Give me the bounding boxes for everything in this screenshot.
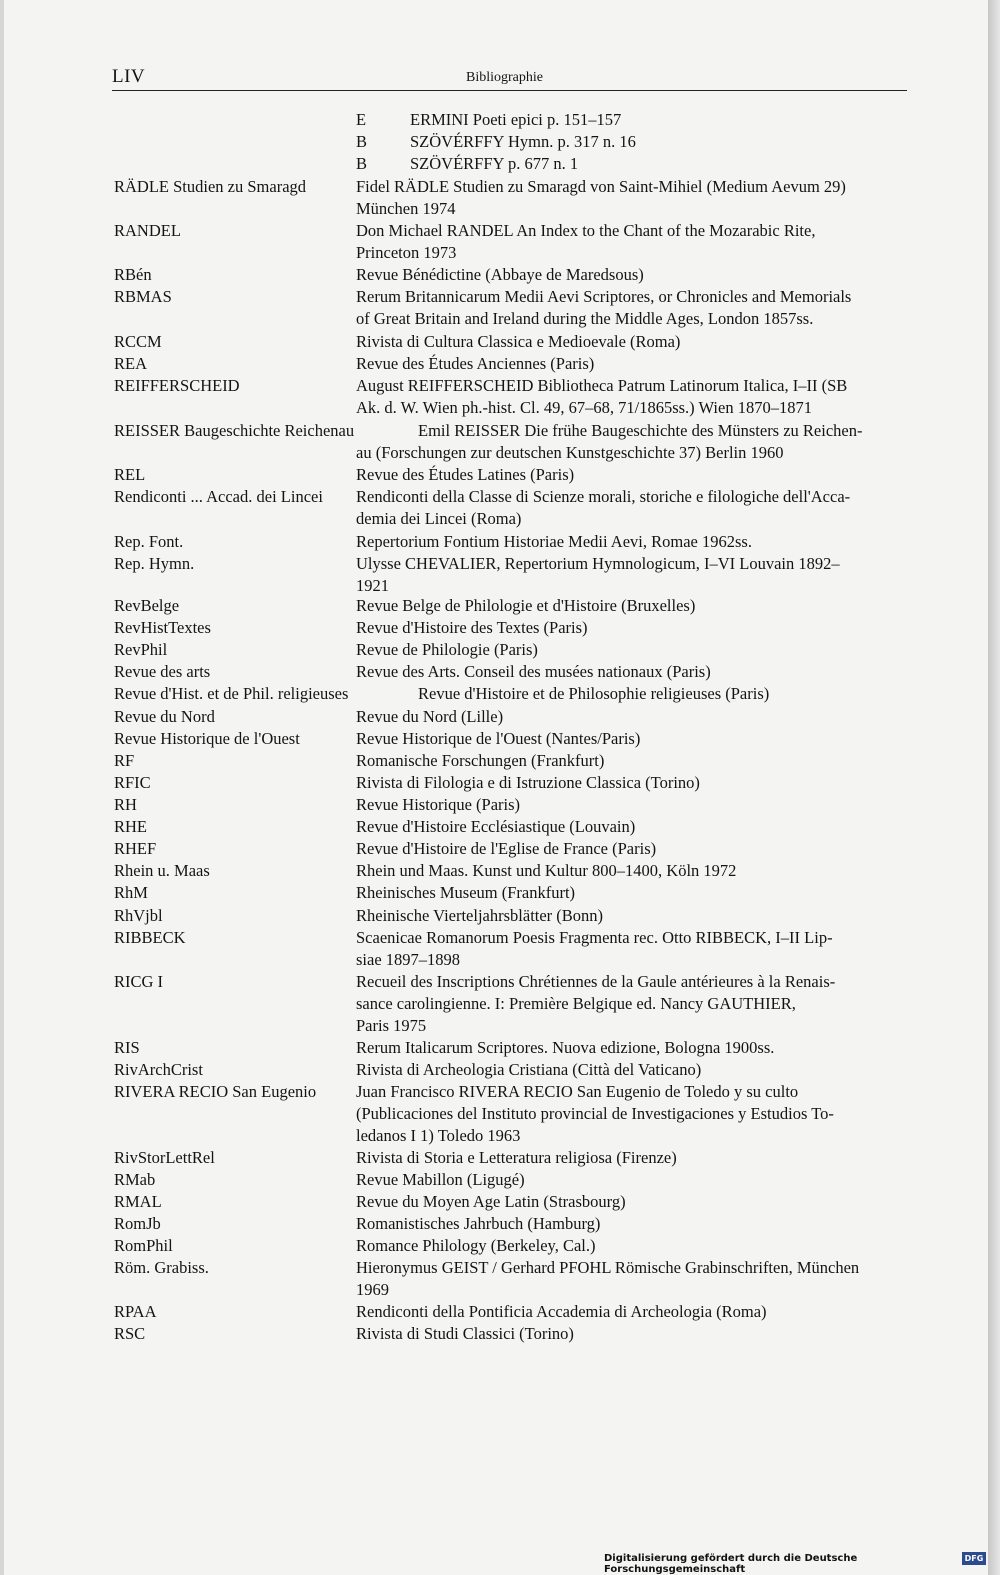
reference-line: Revue des Études Anciennes (Paris) — [356, 354, 595, 373]
abbreviation: Rep. Hymn. — [114, 554, 195, 573]
reference-line: Rhein und Maas. Kunst und Kultur 800–1400, Köln 1972 — [356, 861, 737, 880]
reference-line: Revue des Études Latines (Paris) — [356, 465, 575, 484]
reference-line: au (Forschungen zur deutschen Kunstgeschichte 37) Berlin 1960 — [356, 443, 784, 462]
reference-line: Rendiconti della Classe di Scienze morali, storiche e filologiche dell'Acca- — [356, 487, 851, 506]
reference-line: August REIFFERSCHEID Bibliotheca Patrum Latinorum Italica, I–II (SB — [356, 376, 848, 395]
reference-line: Rivista di Archeologia Cristiana (Città del Vaticano) — [356, 1060, 702, 1079]
reference-line: Rivista di Cultura Classica e Medioevale (Roma) — [356, 332, 681, 351]
reference-line: Rheinisches Museum (Frankfurt) — [356, 883, 576, 902]
reference-line: Rivista di Storia e Letteratura religiosa (Firenze) — [356, 1148, 677, 1167]
reference-line: (Publicaciones del Instituto provincial de Investigaciones y Estudios To- — [356, 1104, 834, 1123]
abbreviation: REIFFERSCHEID — [114, 376, 240, 395]
reference-line: München 1974 — [356, 199, 456, 218]
abbreviation: RH — [114, 795, 137, 814]
reference-line: 1969 — [356, 1280, 389, 1299]
reference-line: ERMINI Poeti epici p. 151–157 — [410, 110, 622, 129]
reference-line: Princeton 1973 — [356, 243, 457, 262]
abbreviation: Revue d'Hist. et de Phil. religieuses — [114, 684, 349, 703]
reference-line: Revue Historique de l'Ouest (Nantes/Paris) — [356, 729, 641, 748]
reference-line: Hieronymus GEIST / Gerhard PFOHL Römische Grabinschriften, München — [356, 1258, 860, 1277]
reference-line: demia dei Lincei (Roma) — [356, 509, 522, 528]
abbreviation: RhM — [114, 883, 148, 902]
abbreviation: RivStorLettRel — [114, 1148, 215, 1167]
abbreviation: RICG I — [114, 972, 164, 991]
abbreviation: Röm. Grabiss. — [114, 1258, 209, 1277]
reference-line: Ulysse CHEVALIER, Repertorium Hymnologicum, I–VI Louvain 1892– — [356, 554, 840, 573]
reference-line: Revue d'Histoire des Textes (Paris) — [356, 618, 588, 637]
abbreviation: RivArchCrist — [114, 1060, 203, 1079]
reference-line: Revue Mabillon (Ligugé) — [356, 1170, 525, 1189]
reference-line: of Great Britain and Ireland during the Middle Ages, London 1857ss. — [356, 309, 814, 328]
reference-line: sance carolingienne. I: Première Belgique ed. Nancy GAUTHIER, — [356, 994, 796, 1013]
abbreviation: RPAA — [114, 1302, 157, 1321]
abbreviation: RF — [114, 751, 135, 770]
reference-line: SZÖVÉRFFY p. 677 n. 1 — [410, 154, 579, 173]
reference-line: Emil REISSER Die frühe Baugeschichte des Münsters zu Reichen- — [418, 421, 863, 440]
abbreviation: RIBBECK — [114, 928, 186, 947]
reference-line: Romance Philology (Berkeley, Cal.) — [356, 1236, 596, 1255]
reference-line: 1921 — [356, 576, 389, 595]
reference-line: Revue Historique (Paris) — [356, 795, 521, 814]
abbreviation: Rhein u. Maas — [114, 861, 210, 880]
reference-line: Scaenicae Romanorum Poesis Fragmenta rec. Otto RIBBECK, I–II Lip- — [356, 928, 833, 947]
abbreviation: REISSER Baugeschichte Reichenau — [114, 421, 355, 440]
reference-line: Revue d'Histoire Ecclésiastique (Louvain) — [356, 817, 636, 836]
abbreviation: RevPhil — [114, 640, 168, 659]
reference-line: B — [356, 154, 368, 173]
abbreviation: RCCM — [114, 332, 162, 351]
reference-line: Rerum Italicarum Scriptores. Nuova edizione, Bologna 1900ss. — [356, 1038, 775, 1057]
abbreviation: RomJb — [114, 1214, 161, 1233]
reference-line: B — [356, 132, 368, 151]
reference-line: Paris 1975 — [356, 1016, 427, 1035]
reference-line: Revue du Nord (Lille) — [356, 707, 504, 726]
abbreviation: RBMAS — [114, 287, 172, 306]
reference-line: Rendiconti della Pontificia Accademia di Archeologia (Roma) — [356, 1302, 767, 1321]
reference-line: Revue Bénédictine (Abbaye de Maredsous) — [356, 265, 644, 284]
reference-line: Rivista di Filologia e di Istruzione Classica (Torino) — [356, 773, 700, 792]
reference-line: Revue de Philologie (Paris) — [356, 640, 538, 659]
reference-line: Rheinische Vierteljahrsblätter (Bonn) — [356, 906, 604, 925]
digitization-credit: Digitalisierung gefördert durch die Deutsche Forschungsgemeinschaft — [604, 1553, 858, 1575]
reference-line: Romanische Forschungen (Frankfurt) — [356, 751, 605, 770]
reference-line: Fidel RÄDLE Studien zu Smaragd von Saint-Mihiel (Medium Aevum 29) — [356, 177, 846, 196]
abbreviation: RBén — [114, 265, 152, 284]
abbreviation: RMAL — [114, 1192, 162, 1211]
header-rule — [112, 90, 907, 91]
abbreviation: RIVERA RECIO San Eugenio — [114, 1082, 317, 1101]
dfg-logo: DFG — [962, 1552, 986, 1565]
abbreviation: RIS — [114, 1038, 140, 1057]
reference-line: Romanistisches Jahrbuch (Hamburg) — [356, 1214, 601, 1233]
reference-line: Revue Belge de Philologie et d'Histoire (Bruxelles) — [356, 596, 696, 615]
abbreviation: RHE — [114, 817, 147, 836]
abbreviation: RMab — [114, 1170, 156, 1189]
abbreviation: RevHistTextes — [114, 618, 211, 637]
reference-line: Repertorium Fontium Historiae Medii Aevi, Romae 1962ss. — [356, 532, 752, 551]
abbreviation: RhVjbl — [114, 906, 163, 925]
reference-line: Recueil des Inscriptions Chrétiennes de la Gaule antérieures à la Renais- — [356, 972, 836, 991]
reference-line: Rivista di Studi Classici (Torino) — [356, 1324, 574, 1343]
reference-line: Rerum Britannicarum Medii Aevi Scriptores, or Chronicles and Memorials — [356, 287, 852, 306]
abbreviation: REL — [114, 465, 146, 484]
abbreviation: RSC — [114, 1324, 146, 1343]
reference-line: E — [356, 110, 367, 129]
running-title: Bibliographie — [466, 70, 543, 85]
reference-line: Revue des Arts. Conseil des musées nationaux (Paris) — [356, 662, 711, 681]
page-edge — [988, 0, 1000, 1575]
reference-line: Don Michael RANDEL An Index to the Chant of the Mozarabic Rite, — [356, 221, 816, 240]
abbreviation: REA — [114, 354, 147, 373]
reference-line: Revue du Moyen Age Latin (Strasbourg) — [356, 1192, 626, 1211]
abbreviation: RÄDLE Studien zu Smaragd — [114, 177, 307, 196]
abbreviation: Revue des arts — [114, 662, 211, 681]
abbreviation: Revue Historique de l'Ouest — [114, 729, 300, 748]
reference-line: Revue d'Histoire de l'Eglise de France (Paris) — [356, 839, 657, 858]
reference-line: Revue d'Histoire et de Philosophie religieuses (Paris) — [418, 684, 770, 703]
reference-line: ledanos I 1) Toledo 1963 — [356, 1126, 521, 1145]
reference-line: Ak. d. W. Wien ph.-hist. Cl. 49, 67–68, 71/1865ss.) Wien 1870–1871 — [356, 398, 812, 417]
abbreviation: Rep. Font. — [114, 532, 184, 551]
abbreviation: RevBelge — [114, 596, 180, 615]
reference-line: siae 1897–1898 — [356, 950, 461, 969]
page-number: LIV — [112, 66, 146, 87]
abbreviation: RANDEL — [114, 221, 181, 240]
reference-line: SZÖVÉRFFY Hymn. p. 317 n. 16 — [410, 132, 636, 151]
abbreviation: Rendiconti ... Accad. dei Lincei — [114, 487, 323, 506]
abbreviation: RFIC — [114, 773, 151, 792]
abbreviation: RHEF — [114, 839, 157, 858]
abbreviation: RomPhil — [114, 1236, 173, 1255]
abbreviation: Revue du Nord — [114, 707, 215, 726]
reference-line: Juan Francisco RIVERA RECIO San Eugenio de Toledo y su culto — [356, 1082, 799, 1101]
